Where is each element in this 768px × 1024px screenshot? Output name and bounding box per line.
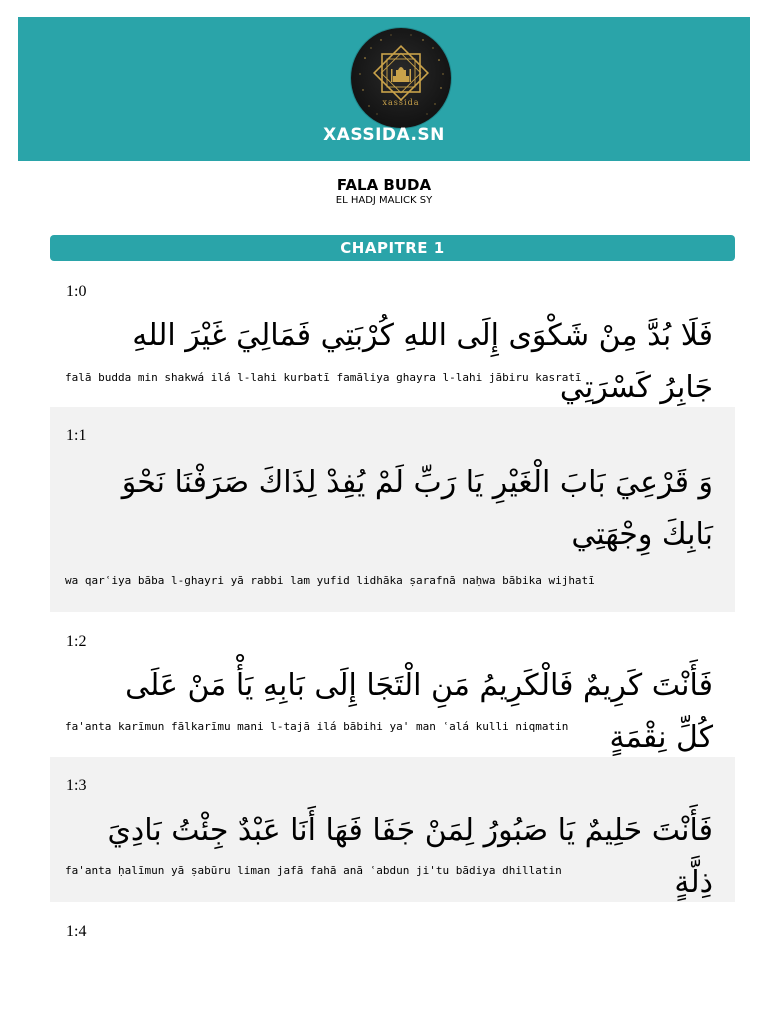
xassida-logo [351, 28, 451, 128]
verse-block [50, 272, 735, 405]
site-name: XASSIDA.SN [323, 125, 445, 145]
document-title: FALA BUDA [336, 176, 432, 194]
verse-number: 1:3 [66, 777, 87, 794]
verse-number: 1:2 [66, 633, 87, 650]
verse-arabic: وَ قَرْعِيَ بَابَ الْغَيْرِ يَا رَبِّ لَمْ يُفِدْ لِذَاكَ صَرَفْنَا نَحْوَ بَابِكَ وِجْهَتِي [121, 465, 713, 552]
star-emblem-icon [351, 28, 451, 128]
verse-block [50, 912, 735, 972]
verse-number: 1:4 [66, 923, 87, 940]
verse-arabic: فَأَنْتَ حَلِيمٌ يَا صَبُورُ لِمَنْ جَفَا فَهَا أَنَا عَبْدٌ جِئْتُ بَادِيَ ذِلَّةٍ [107, 813, 713, 900]
document-author: EL HADJ MALICK SY [335, 195, 433, 206]
verse-transliteration: wa qarʿiya bāba l-ghayri yā rabbi lam yufid lidhāka ṣarafnā naḥwa bābika wijhatī [65, 574, 595, 587]
header-banner [18, 17, 750, 161]
verse-block [50, 622, 735, 755]
verse-transliteration: falā budda min shakwá ilá l-lahi kurbatī famāliya ghayra l-lahi jābiru kasratī [65, 371, 582, 384]
verse-arabic: فَلَا بُدَّ مِنْ شَكْوَى إِلَى اللهِ كُرْبَتِي فَمَالِيَ غَيْرَ اللهِ جَابِرُ كَسْرَتِي [132, 318, 713, 405]
verse-block [50, 407, 735, 612]
verse-block [50, 757, 735, 902]
verse-number: 1:0 [66, 283, 87, 300]
logo-wordmark: xassida [382, 98, 420, 107]
verse-transliteration: fa'anta karīmun fālkarīmu mani l-tajā ilá bābihi ya' man ʿalá kulli niqmatin [65, 720, 569, 733]
verse-number: 1:1 [66, 427, 87, 444]
verse-transliteration: fa'anta ḥalīmun yā ṣabūru liman jafā fahā anā ʿabdun ji'tu bādiya dhillatin [65, 864, 562, 877]
verse-arabic: فَأَنْتَ كَرِيمٌ فَالْكَرِيمُ مَنِ الْتَجَا إِلَى بَابِهِ يَأْ مَنْ عَلَى كُلِّ نِقْمَةٍ [125, 668, 713, 755]
chapter-heading: CHAPITRE 1 [50, 235, 735, 261]
